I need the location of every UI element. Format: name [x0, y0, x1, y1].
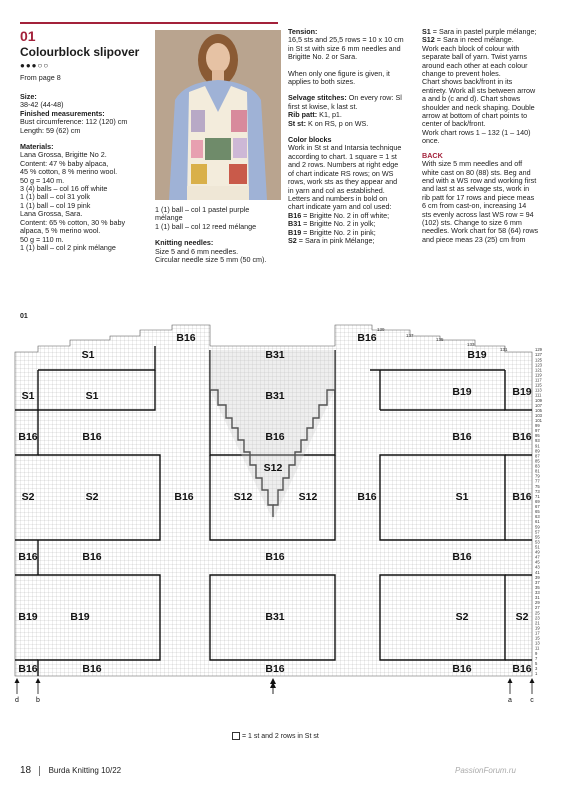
para-line: entirety. Work all sts between arrow — [422, 85, 536, 95]
key-code: S2 — [288, 235, 297, 245]
block-label: S12 — [263, 462, 283, 474]
materials-line: 45 % cotton, 8 % merino wool. — [20, 167, 118, 177]
block-label: S2 — [515, 611, 529, 623]
blocks-line: in yarn and col as established. — [288, 185, 385, 195]
row-number: 73 — [535, 488, 540, 494]
row-number-top: 133 — [467, 342, 475, 347]
row-number: 3 — [535, 665, 538, 671]
row-number: 5 — [535, 660, 538, 666]
materials-line: Content: 65 % cotton, 30 % baby — [20, 217, 126, 227]
para-line: arrow at bottom of chart points to — [422, 111, 528, 121]
size-value: 38-42 (44-48) — [20, 100, 64, 110]
materials-line: alpaca, 5 % merino wool. — [20, 226, 101, 236]
row-number-top: 131 — [500, 347, 508, 352]
row-number: 57 — [535, 529, 540, 535]
arrow-label: b — [36, 697, 40, 704]
row-number: 75 — [535, 483, 540, 489]
row-number: 107 — [535, 402, 542, 408]
block-label: B16 — [357, 332, 377, 344]
row-number: 123 — [535, 362, 542, 368]
block-label: S1 — [85, 390, 99, 402]
block-label: B16 — [452, 551, 472, 563]
row-number: 45 — [535, 559, 540, 565]
key-code: B31 — [288, 219, 302, 229]
rib-text: K1, p1. — [317, 110, 342, 120]
row-number: 49 — [535, 549, 540, 555]
block-label: B16 — [82, 431, 102, 443]
materials-line: Lana Grossa, Brigitte No 2. — [20, 150, 107, 160]
stst-heading: St st: — [288, 118, 306, 128]
block-label: S1 — [455, 491, 469, 503]
block-label: S2 — [85, 491, 99, 503]
block-label: B31 — [265, 390, 285, 402]
back-line: rib patt for 17 rows and piece meas — [422, 192, 535, 202]
key-text: = Sara in pink Mélange; — [296, 235, 375, 245]
materials-line: Content: 47 % baby alpaca, — [20, 158, 109, 168]
from-page: From page 8 — [20, 73, 61, 82]
row-number: 11 — [535, 645, 540, 651]
block-label: B16 — [452, 431, 472, 443]
blocks-line: of chart indicate RS rows; on WS — [288, 168, 394, 178]
tension-heading: Tension: — [288, 27, 318, 36]
row-number: 121 — [535, 367, 542, 373]
row-number-top: 137 — [406, 333, 414, 338]
size-heading: Size: — [20, 92, 37, 101]
chart-legend — [232, 732, 319, 740]
block-label: B16 — [18, 663, 38, 675]
row-number: 29 — [535, 600, 540, 606]
arrow-head-icon — [508, 678, 513, 683]
row-number: 55 — [535, 534, 540, 540]
row-number: 15 — [535, 635, 540, 641]
arrow-head-icon — [36, 678, 41, 683]
legend-square-icon — [232, 732, 240, 740]
row-number: 129 — [535, 347, 542, 353]
tension-line: in St st with size 6 mm needles and — [288, 43, 401, 53]
back-line: and last st as selvage sts, work in — [422, 184, 530, 194]
selvage-heading: Selvage stitches: — [288, 93, 347, 103]
block-label: B16 — [174, 491, 194, 503]
para-line: center of back/front. — [422, 119, 486, 129]
row-number: 35 — [535, 584, 540, 590]
block-label: S1 — [81, 349, 95, 361]
block-label: B16 — [82, 551, 102, 563]
materials-line: 1 (1) ball – col 19 pink — [20, 200, 91, 210]
row-number: 105 — [535, 407, 542, 413]
row-number: 117 — [535, 377, 542, 383]
selvage-text: first st kwise, k last st. — [288, 101, 358, 111]
key-code: S1 — [422, 27, 431, 36]
row-number: 19 — [535, 625, 540, 631]
block-label: B19 — [512, 386, 532, 398]
row-number: 101 — [535, 418, 542, 423]
row-number: 65 — [535, 509, 540, 515]
blocks-heading: Color blocks — [288, 135, 332, 145]
block-label: B16 — [265, 431, 285, 443]
row-number: 47 — [535, 554, 540, 560]
row-number: 17 — [535, 630, 540, 636]
back-line: and piece meas 23 (25) cm from — [422, 234, 526, 244]
para-line: Work chart rows 1 – 132 (1 – 140) — [422, 127, 531, 137]
row-number: 111 — [535, 392, 542, 398]
key-text: = Brigitte No. 2 in pink; — [301, 227, 376, 237]
row-number: 89 — [535, 448, 540, 454]
blocks-line: and 2 rows. Numbers at right edge — [288, 160, 399, 170]
key-text: = Sara in pastel purple mélange; — [430, 27, 537, 36]
row-number: 59 — [535, 524, 540, 530]
back-line: sts evenly across last WS row = 94 — [422, 209, 534, 219]
issue-number: 10/22 — [101, 766, 122, 775]
materials-line: 3 (4) balls – col 16 off white — [20, 184, 108, 194]
row-number: 63 — [535, 514, 540, 520]
block-label: S12 — [233, 491, 253, 503]
row-number: 37 — [535, 579, 540, 585]
row-number: 21 — [535, 620, 540, 626]
block-label: B16 — [265, 663, 285, 675]
key-code: S12 — [422, 35, 435, 45]
block-label: S12 — [298, 491, 318, 503]
arrow-label: a — [508, 697, 512, 704]
block-label: B16 — [18, 431, 38, 443]
key-text: = Brigitte No. 2 in off white; — [301, 210, 390, 220]
row-number: 95 — [535, 433, 540, 439]
row-number: 127 — [535, 352, 542, 358]
row-number: 43 — [535, 564, 540, 570]
blocks-line: Letters and numbers in bold on — [288, 193, 388, 203]
materials-line: 50 g = 110 m. — [20, 234, 64, 244]
block-label: B19 — [18, 611, 38, 623]
block-label: B16 — [265, 551, 285, 563]
row-number: 71 — [535, 493, 540, 499]
row-number: 77 — [535, 478, 540, 484]
row-number: 113 — [535, 387, 542, 393]
row-number: 23 — [535, 615, 540, 621]
row-number: 85 — [535, 458, 540, 464]
row-number: 69 — [535, 498, 540, 504]
row-number-top: 139 — [377, 327, 385, 332]
blocks-line: Work in St st and Intarsia technique — [288, 143, 402, 153]
row-number: 125 — [535, 357, 542, 363]
note-line: applies to both sizes. — [288, 77, 356, 87]
row-number: 93 — [535, 438, 540, 444]
row-number: 61 — [535, 519, 540, 525]
key-code: B19 — [288, 227, 302, 237]
para-line: Work each block of colour with — [422, 43, 520, 53]
row-number: 115 — [535, 382, 542, 388]
materials-line: 1 (1) ball – col 1 pastel purple — [155, 205, 250, 214]
arrow-label: d — [15, 697, 19, 704]
row-number: 51 — [535, 544, 540, 550]
needles-line: Size 5 and 6 mm needles. — [155, 246, 239, 256]
block-label: B31 — [265, 349, 285, 361]
materials-line: 1 (1) ball – col 2 pink mélange — [20, 242, 116, 252]
row-number: 13 — [535, 640, 540, 646]
para-line: a and b (c and d). Chart shows — [422, 94, 521, 104]
materials-line: Lana Grossa, Sara. — [20, 209, 83, 219]
materials-heading: Materials: — [20, 142, 54, 152]
back-heading: BACK — [422, 150, 443, 160]
para-line: Chart shows back/front in its — [422, 77, 513, 87]
chart-number: 01 — [20, 313, 28, 320]
watermark: PassionForum.ru — [455, 766, 516, 775]
para-line: shoulder and neck shaping. Double — [422, 102, 535, 112]
block-label: B16 — [357, 491, 377, 503]
back-line: With size 5 mm needles and off — [422, 159, 523, 169]
row-number: 39 — [535, 574, 540, 580]
page-number: 18 — [20, 765, 32, 776]
row-number: 81 — [535, 468, 540, 474]
back-line: end with a WS row and working first — [422, 175, 537, 185]
block-label: B16 — [18, 551, 38, 563]
materials-line: 50 g = 140 m. — [20, 175, 65, 185]
arrow-head-icon — [15, 678, 20, 683]
row-number: 25 — [535, 610, 540, 616]
materials-line: mélange — [155, 213, 183, 223]
row-number: 91 — [535, 443, 540, 449]
para-line: separate ball of yarn. Twist yarns — [422, 52, 527, 62]
row-number: 119 — [535, 372, 542, 378]
row-number: 31 — [535, 595, 540, 601]
row-number: 79 — [535, 473, 540, 479]
block-label: B19 — [70, 611, 90, 623]
row-number: 83 — [535, 463, 540, 469]
arrow-head-icon — [530, 678, 535, 683]
block-label: B16 — [512, 663, 532, 675]
row-number-top: 135 — [436, 337, 444, 342]
footer — [20, 765, 121, 776]
pattern-number: 01 — [20, 28, 36, 44]
selvage-text: On every row: Sl — [346, 93, 402, 103]
blocks-line: according to chart. 1 square = 1 st — [288, 151, 397, 161]
para-line: around each other at each colour — [422, 60, 528, 70]
row-number: 87 — [535, 453, 540, 459]
block-label: B16 — [452, 663, 472, 675]
block-label: B16 — [512, 431, 532, 443]
row-number: 103 — [535, 412, 542, 418]
needles-heading: Knitting needles: — [155, 238, 214, 248]
row-number: 41 — [535, 569, 540, 575]
block-label: S1 — [21, 390, 35, 402]
tension-line: Brigitte No. 2 or Sara. — [288, 52, 358, 62]
bust-value: Bust circumference: 112 (120) cm — [20, 117, 128, 127]
rib-heading: Rib patt: — [288, 110, 318, 120]
materials-line: 1 (1) ball – col 31 yolk — [20, 192, 90, 202]
legend-text: = 1 st and 2 rows in St st — [241, 732, 319, 740]
row-number: 7 — [535, 655, 538, 661]
row-number: 53 — [535, 539, 540, 545]
finished-heading: Finished measurements: — [20, 108, 105, 118]
difficulty-rating: ●●●○○ — [20, 61, 50, 70]
note-line: When only one figure is given, it — [288, 68, 390, 78]
needles-line: Circular needle size 5 mm (50 cm). — [155, 255, 267, 265]
magazine-name: Burda Knitting — [48, 766, 99, 775]
row-number: 27 — [535, 605, 540, 611]
back-line: 6 cm from cast-on, increasing 14 — [422, 201, 527, 211]
row-number: 67 — [535, 504, 540, 510]
pattern-title: Colourblock slipover — [20, 45, 140, 59]
para-line: once. — [422, 136, 440, 146]
blocks-line: chart indicate yarn and col used: — [288, 202, 392, 212]
back-line: needles. Work chart for 58 (64) rows — [422, 226, 539, 236]
key-text: = Sara in reed mélange. — [434, 35, 514, 45]
back-line: white cast on 80 (88) sts. Beg and — [422, 167, 531, 177]
block-label: S2 — [21, 491, 35, 503]
block-label: B19 — [452, 386, 472, 398]
materials-line: 1 (1) ball – col 12 reed mélange — [155, 221, 257, 231]
block-label: B19 — [467, 349, 487, 361]
blocks-line: rows, work sts as they appear and — [288, 177, 398, 187]
stst-text: K on RS, p on WS. — [305, 118, 369, 128]
tension-line: 16,5 sts and 25,5 rows = 10 x 10 cm — [288, 35, 404, 45]
row-number: 9 — [535, 650, 538, 656]
block-label: B31 — [265, 611, 285, 623]
row-number: 97 — [535, 428, 540, 434]
block-label: B16 — [176, 332, 196, 344]
block-label: B16 — [512, 491, 532, 503]
block-label: B16 — [82, 663, 102, 675]
row-number: 109 — [535, 397, 542, 403]
key-code: B16 — [288, 210, 302, 220]
block-label: S2 — [455, 611, 469, 623]
footer-divider — [39, 766, 40, 776]
key-text: = Brigitte No. 2 in yolk; — [301, 219, 376, 229]
row-number: 99 — [535, 423, 540, 429]
row-number: 33 — [535, 590, 540, 596]
para-line: change to prevent holes. — [422, 69, 501, 79]
row-number: 1 — [535, 671, 538, 676]
length-value: Length: 59 (62) cm — [20, 125, 81, 135]
arrow-label: c — [530, 697, 534, 704]
back-line: (102) sts. Change to size 6 mm — [422, 217, 522, 227]
